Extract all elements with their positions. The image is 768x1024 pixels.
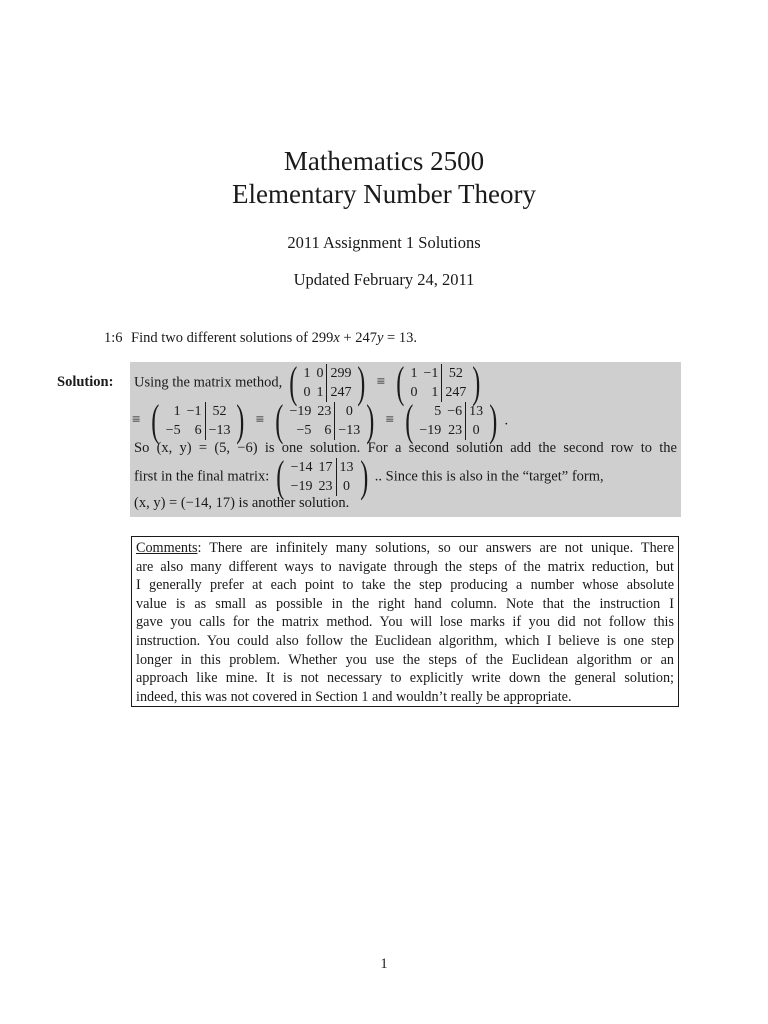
matrix-grid bbox=[300, 364, 354, 402]
left-paren: ( bbox=[151, 396, 160, 445]
page-subtitle: Elementary Number Theory bbox=[232, 179, 536, 209]
assignment-title: 2011 Assignment 1 Solutions bbox=[287, 233, 481, 252]
matrix-cell: 23 bbox=[317, 404, 332, 419]
matrix-cell: 6 bbox=[194, 423, 202, 438]
right-paren: ) bbox=[359, 452, 368, 501]
matrix-cell: 52 bbox=[441, 364, 469, 383]
matrix-grid bbox=[287, 402, 364, 440]
matrix-cell: 13 bbox=[336, 458, 357, 477]
period: . bbox=[504, 412, 509, 429]
left-paren: ( bbox=[276, 452, 285, 501]
matrix-cell: 1 bbox=[431, 385, 439, 400]
matrix-cell: −1 bbox=[423, 366, 439, 381]
matrix-cell: −19 bbox=[290, 479, 313, 494]
solution-label: Solution: bbox=[57, 374, 114, 390]
matrix-cell: 1 bbox=[173, 404, 181, 419]
solution-line-4-prefix: first in the final matrix: bbox=[134, 468, 270, 485]
page-title: Mathematics 2500 bbox=[283, 146, 485, 176]
matrix-cell: 299 bbox=[326, 364, 354, 383]
matrix-cell: 247 bbox=[326, 383, 354, 402]
comment-line: value is as small as possible in the right hand column. Note that the instruction I bbox=[136, 595, 674, 612]
equiv-symbol: ≡ bbox=[255, 412, 265, 429]
comment-line: are also many different ways to navigate through the steps of the matrix reduction, but bbox=[136, 558, 674, 575]
right-paren: ) bbox=[366, 396, 375, 445]
solution-line-4-suffix: .. Since this is also in the “target” form, bbox=[374, 468, 604, 485]
matrix-cell: 0 bbox=[336, 477, 357, 496]
comment-line: I generally prefer at each point to take the step producing a number whose absolute bbox=[136, 577, 674, 594]
matrix-cell: 0 bbox=[303, 385, 311, 400]
comments-label: Comments bbox=[136, 540, 198, 556]
equiv-symbol: ≡ bbox=[376, 374, 386, 391]
matrix-cell: 13 bbox=[465, 402, 486, 421]
left-paren: ( bbox=[396, 358, 405, 407]
matrix-grid bbox=[288, 458, 357, 496]
matrix-cell: −5 bbox=[296, 423, 312, 438]
solution-line-1 bbox=[134, 358, 484, 407]
matrix bbox=[286, 358, 369, 407]
matrix-grid bbox=[408, 364, 470, 402]
solution-intro: Using the matrix method, bbox=[134, 374, 283, 391]
problem-number: 1:6 bbox=[104, 330, 123, 346]
right-paren: ) bbox=[489, 396, 498, 445]
matrix-cell: 0 bbox=[410, 385, 418, 400]
equiv-symbol: ≡ bbox=[132, 412, 141, 429]
matrix-cell: −14 bbox=[290, 460, 313, 475]
matrix bbox=[272, 396, 378, 445]
matrix-cell: 23 bbox=[318, 479, 333, 494]
matrix bbox=[273, 452, 371, 501]
matrix-cell: 5 bbox=[434, 404, 442, 419]
matrix-cell: 0 bbox=[465, 421, 486, 440]
solution-line-3: So (x, y) = (5, −6) is one solution. For a second solution add the second row to the bbox=[134, 440, 677, 456]
left-paren: ( bbox=[275, 396, 284, 445]
matrix-cell: −13 bbox=[334, 421, 363, 440]
problem-statement: Find two different solutions of 299x + 247y = 13. bbox=[131, 330, 417, 346]
comment-line: approach like mine. It is not necessary to explicitly write down the general solution; bbox=[136, 670, 674, 687]
matrix-grid bbox=[163, 402, 234, 440]
matrix-cell: 17 bbox=[318, 460, 333, 475]
matrix-cell: −19 bbox=[419, 423, 442, 438]
left-paren: ( bbox=[289, 358, 298, 407]
solution-line-4 bbox=[134, 452, 604, 501]
right-paren: ) bbox=[236, 396, 245, 445]
updated-date: Updated February 24, 2011 bbox=[293, 270, 475, 289]
matrix-cell: 6 bbox=[324, 423, 332, 438]
left-paren: ( bbox=[404, 396, 414, 445]
comment-line: gave you calls for the matrix method. You will lose marks if you did not follow this bbox=[136, 614, 674, 631]
matrix-grid bbox=[416, 402, 486, 440]
solution-box bbox=[130, 358, 681, 517]
matrix-cell: 1 bbox=[316, 385, 324, 400]
matrix-cell: 0 bbox=[334, 402, 363, 421]
matrix-cell: 1 bbox=[303, 366, 311, 381]
matrix-cell: −19 bbox=[289, 404, 312, 419]
comments-box bbox=[131, 536, 679, 707]
right-paren: ) bbox=[472, 358, 481, 407]
matrix-cell: 0 bbox=[316, 366, 324, 381]
solution-line-5: (x, y) = (−14, 17) is another solution. bbox=[134, 495, 350, 511]
comment-line: longer in this problem. Whether you use the steps of the Euclidean algorithm or an bbox=[136, 651, 674, 668]
matrix-cell: −13 bbox=[205, 421, 234, 440]
matrix-cell: −1 bbox=[186, 404, 202, 419]
solution-line-2 bbox=[132, 396, 509, 445]
page-number: 1 bbox=[380, 956, 388, 972]
matrix-cell: 23 bbox=[448, 423, 463, 438]
comment-line: Comments: There are infinitely many solutions, so our answers are not unique. There bbox=[136, 540, 674, 556]
matrix bbox=[402, 396, 501, 445]
matrix-cell: 1 bbox=[410, 366, 418, 381]
comment-line: indeed, this was not covered in Section 1 and wouldn’t really be appropriate. bbox=[136, 688, 572, 705]
comment-line: instruction. You could also follow the Euclidean algorithm, which I believe is one step bbox=[136, 632, 674, 649]
matrix bbox=[148, 396, 248, 445]
right-paren: ) bbox=[357, 358, 366, 407]
matrix-cell: 247 bbox=[441, 383, 469, 402]
matrix-cell: −6 bbox=[447, 404, 463, 419]
matrix-cell: 52 bbox=[205, 402, 234, 421]
matrix-cell: −5 bbox=[165, 423, 181, 438]
equiv-symbol: ≡ bbox=[385, 412, 395, 429]
